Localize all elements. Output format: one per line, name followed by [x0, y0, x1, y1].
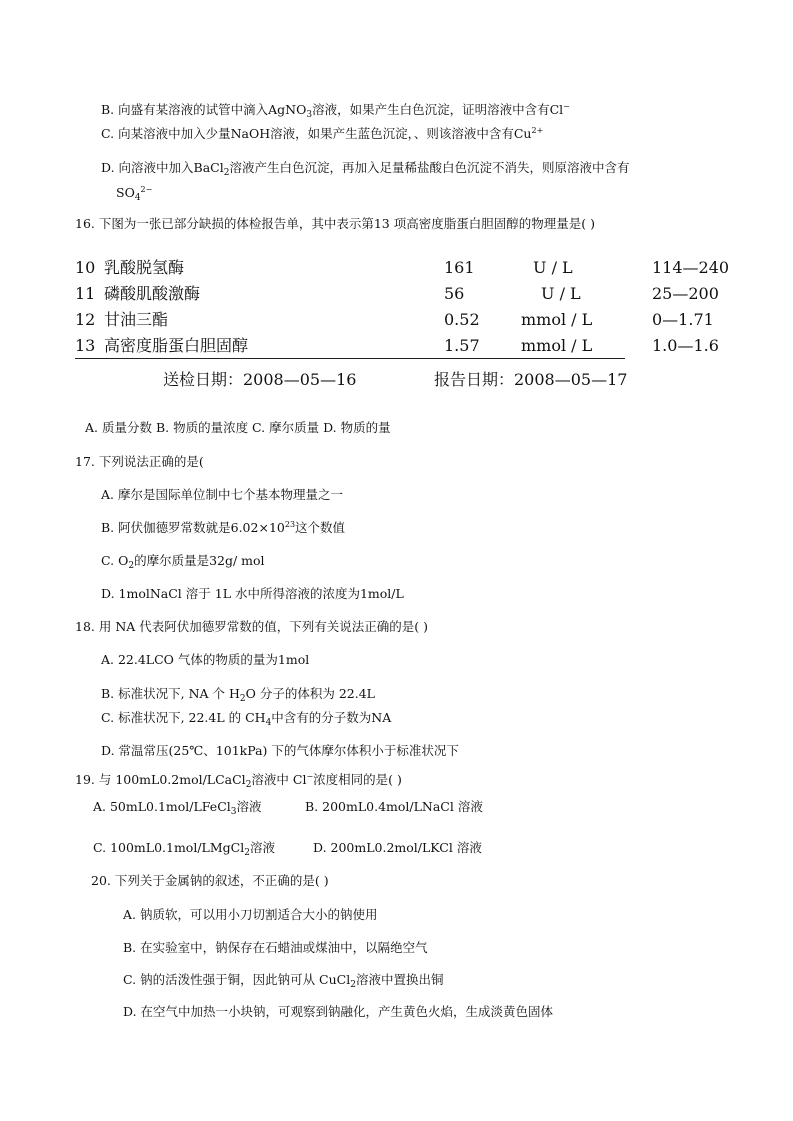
q19-option-d: D. 200mL0.2mol/LKCl 溶液: [313, 840, 482, 855]
q20-option-d: D. 在空气中加热一小块钠，可观察到钠融化，产生黄色火焰，生成淡黄色固体: [123, 1004, 554, 1019]
row-unit: U / L: [533, 258, 573, 277]
q18-option-c: C. 标准状况下, 22.4L 的 $CH_4$中含有的分子数为NA: [101, 710, 392, 728]
row-range: 25—200: [652, 284, 719, 303]
q18-option-b: B. 标准状况下, NA 个 $H_2O$ 分子的体积为 22.4L: [101, 686, 375, 704]
q15-option-d: D. 向溶液中加入BaCl$_2$溶液产生白色沉淀，再加入足量稀盐酸白色沉淀不消失，则原溶液中含有: [101, 160, 630, 178]
row-name: 磷酸肌酸激酶: [104, 284, 201, 303]
send-date: 送检日期：2008—05—16: [163, 370, 357, 389]
q19-option-c: C. 100mL0.1mol/LMgCl$_2$溶液: [93, 840, 275, 858]
row-no: 13: [75, 336, 96, 355]
table-bottom-rule: [75, 358, 625, 359]
row-range: 114—240: [652, 258, 730, 277]
row-value: 1.57: [444, 336, 480, 355]
q20-option-b: B. 在实验室中，钠保存在石蜡油或煤油中，以隔绝空气: [123, 940, 428, 955]
q20-option-c: C. 钠的活泼性强于铜，因此钠可从 CuCl$_2$溶液中置换出铜: [123, 972, 444, 990]
row-name: 甘油三酯: [104, 310, 169, 329]
q17-option-a: A. 摩尔是国际单位制中七个基本物理量之一: [101, 487, 343, 502]
row-no: 11: [75, 284, 96, 303]
q16-options: A. 质量分数 B. 物质的量浓度 C. 摩尔质量 D. 物质的量: [85, 420, 391, 435]
q17-option-b: B. 阿伏伽德罗常数就是$6.02\times 10^{23}$这个数值: [101, 520, 346, 535]
q15-option-c: C. 向某溶液中加入少量NaOH溶液，如果产生蓝色沉淀，、则该溶液中含有$Cu^{2+}$: [101, 126, 544, 141]
q19-option-b: B. 200mL0.4mol/LNaCl 溶液: [305, 799, 483, 814]
row-range: 1.0—1.6: [652, 336, 719, 355]
q17-option-c: C. $O_2$的摩尔质量是32g/ mol: [101, 553, 265, 571]
q17-option-d: D. 1molNaCl 溶于 1L 水中所得溶液的浓度为1mol/L: [101, 586, 404, 601]
report-date: 报告日期：2008—05—17: [434, 370, 628, 389]
q19-stem: 19. 与 100mL0.2mol/LCaCl$_2$溶液中 Cl−浓度相同的是( ): [75, 772, 402, 790]
q16-stem: 16. 下图为一张已部分缺损的体检报告单，其中表示第13 项高密度脂蛋白胆固醇的物理量是( ): [75, 216, 595, 231]
row-name: 乳酸脱氢酶: [104, 258, 185, 277]
q15-option-d-cont: $SO_4^{2-}$: [116, 185, 153, 203]
row-unit: mmol / L: [521, 310, 593, 329]
row-value: 161: [444, 258, 475, 277]
q18-option-a: A. 22.4LCO 气体的物质的量为1mol: [101, 652, 310, 667]
row-value: 0.52: [444, 310, 480, 329]
row-name: 高密度脂蛋白胆固醇: [104, 336, 249, 355]
q18-stem: 18. 用 NA 代表阿伏加德罗常数的值，下列有关说法正确的是( ): [75, 619, 428, 634]
q18-option-d: D. 常温常压(25℃、101kPa) 下的气体摩尔体积小于标准状况下: [101, 743, 459, 758]
row-unit: U / L: [541, 284, 581, 303]
q20-stem: 20. 下列关于金属钠的叙述，不正确的是( ): [91, 873, 329, 888]
q17-stem: 17. 下列说法正确的是(: [75, 454, 204, 469]
row-value: 56: [444, 284, 465, 303]
q15-option-b: B. 向盛有某溶液的试管中滴入AgNO$_3$溶液，如果产生白色沉淀，证明溶液中含有Cl−: [101, 102, 570, 120]
q20-option-a: A. 钠质软，可以用小刀切割适合大小的钠使用: [123, 907, 378, 922]
row-no: 12: [75, 310, 96, 329]
row-range: 0—1.71: [652, 310, 714, 329]
q19-option-a: A. 50mL0.1mol/LFeCl$_3$溶液: [93, 799, 262, 817]
row-unit: mmol / L: [521, 336, 593, 355]
row-no: 10: [75, 258, 96, 277]
